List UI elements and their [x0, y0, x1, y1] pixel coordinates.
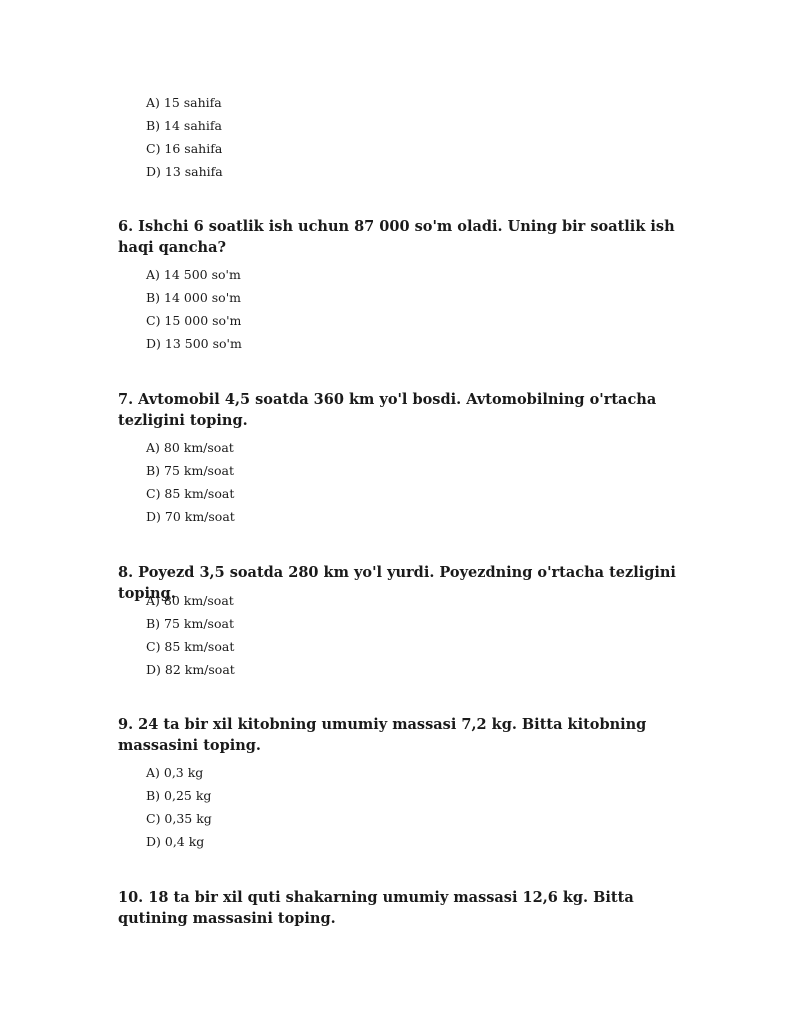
question-9: 9. 24 ta bir xil kitobning umumiy massasi 7,2 kg. Bitta kitobning massasini toping. — [118, 716, 647, 754]
option-b: B) 75 km/soat — [146, 616, 234, 631]
question-6: 6. Ishchi 6 soatlik ish uchun 87 000 so'm oladi. Uning bir soatlik ish haqi qancha? — [118, 218, 675, 256]
option-c: C) 15 000 so'm — [146, 313, 242, 328]
option-d: D) 13 500 so'm — [146, 336, 242, 351]
option-a: A) 14 500 so'm — [146, 267, 241, 282]
option-c: C) 16 sahifa — [146, 141, 223, 156]
option-a: A) 80 km/soat — [146, 440, 234, 455]
options-q5 — [146, 91, 223, 183]
question-7: 7. Avtomobil 4,5 soatda 360 km yo'l bosdi. Avtomobilning o'rtacha tezligini toping. — [118, 391, 657, 429]
option-b: B) 75 km/soat — [146, 463, 234, 478]
option-a: A) 0,3 kg — [146, 765, 204, 780]
option-d: D) 0,4 kg — [146, 834, 205, 849]
options-q7 — [146, 436, 235, 528]
option-b: B) 0,25 kg — [146, 788, 212, 803]
options-q6 — [146, 263, 242, 355]
option-b: B) 14 sahifa — [146, 118, 222, 133]
option-a: A) 15 sahifa — [146, 95, 222, 110]
option-d: D) 70 km/soat — [146, 509, 235, 524]
options-q9 — [146, 761, 212, 853]
option-d: D) 82 km/soat — [146, 662, 235, 677]
option-c: C) 85 km/soat — [146, 486, 235, 501]
option-d: D) 13 sahifa — [146, 164, 223, 179]
question-10: 10. 18 ta bir xil quti shakarning umumiy massasi 12,6 kg. Bitta qutining massasini toping. — [118, 889, 634, 927]
options-q8 — [146, 589, 235, 681]
option-c: C) 0,35 kg — [146, 811, 212, 826]
option-c: C) 85 km/soat — [146, 639, 235, 654]
option-b: B) 14 000 so'm — [146, 290, 241, 305]
option-a: A) 80 km/soat — [146, 593, 234, 608]
question-8: 8. Poyezd 3,5 soatda 280 km yo'l yurdi. Poyezdning o'rtacha tezligini toping. — [118, 564, 676, 602]
